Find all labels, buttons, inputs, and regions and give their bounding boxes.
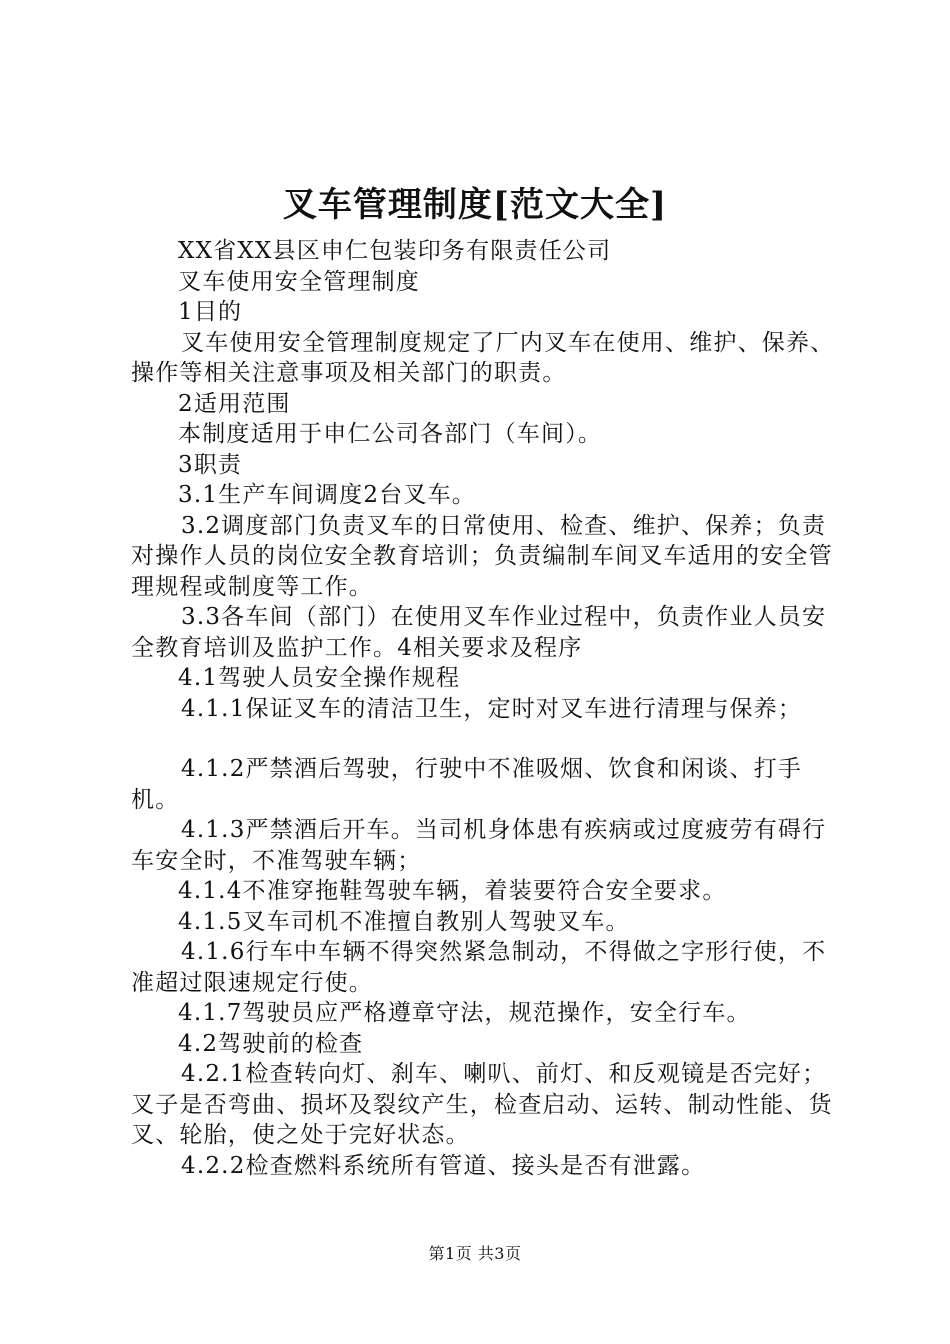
paragraph-4-1-6: 4.1.6行车中车辆不得突然紧急制动，不得做之字形行使，不准超过限速规定行使。 (131, 939, 827, 996)
page-footer: 第1页 共3页 (428, 1244, 522, 1263)
paragraph-scope: 本制度适用于申仁公司各部门（车间）。 (178, 421, 603, 447)
paragraph-purpose: 叉车使用安全管理制度规定了厂内叉车在使用、维护、保养、操作等相关注意事项及相关部门的职责。 (131, 329, 835, 386)
paragraph-section-1: 1目的 (178, 299, 243, 325)
paragraph-4-1-2: 4.1.2严禁酒后驾驶，行驶中不准吸烟、饮食和闲谈、打手机。 (131, 756, 803, 813)
paragraph-4-1: 4.1驾驶人员安全操作规程 (178, 665, 461, 691)
paragraph-section-2: 2适用范围 (178, 390, 291, 417)
paragraph-4-2-1: 4.2.1检查转向灯、刹车、喇叭、前灯、和反观镜是否完好；叉子是否弯曲、损坏及裂纹产生，检查启动、运转、制动性能、货叉、轮胎，使之处于完好状态。 (131, 1061, 833, 1148)
paragraph-4-1-5: 4.1.5叉车司机不准擅自教别人驾驶叉车。 (178, 908, 630, 935)
document-title: 叉车管理制度[范文大全] (282, 185, 668, 225)
paragraph-3-2: 3.2调度部门负责叉车的日常使用、检查、维护、保养；负责对操作人员的岗位安全教育培训；负责编制车间叉车适用的安全管理规程或制度等工作。 (131, 512, 833, 600)
paragraph-section-3: 3职责 (178, 451, 243, 478)
paragraph-3-3: 3.3各车间（部门）在使用叉车作业过程中，负责作业人员安全教育培训及监护工作。4相关要求及程序 (131, 604, 827, 661)
paragraph-4-1-3: 4.1.3严禁酒后开车。当司机身体患有疾病或过度疲劳有碍行车安全时，不准驾驶车辆； (131, 817, 827, 874)
paragraph-4-1-4: 4.1.4不准穿拖鞋驾驶车辆，着装要符合安全要求。 (178, 878, 727, 904)
paragraph-company: XX省XX县区申仁包装印务有限责任公司 (178, 238, 612, 264)
paragraph-4-1-7: 4.1.7驾驶员应严格遵章守法，规范操作，安全行车。 (178, 1000, 751, 1026)
paragraph-4-1-1: 4.1.1保证叉车的清洁卫生，定时对叉车进行清理与保养； (181, 695, 803, 722)
paragraph-subtitle: 叉车使用安全管理制度 (178, 268, 420, 295)
paragraph-4-2-2: 4.2.2检查燃料系统所有管道、接头是否有泄露。 (181, 1152, 706, 1179)
document-body (131, 236, 843, 1181)
paragraph-4-2: 4.2驾驶前的检查 (178, 1030, 364, 1057)
paragraph-3-1: 3.1生产车间调度2台叉车。 (178, 482, 477, 508)
